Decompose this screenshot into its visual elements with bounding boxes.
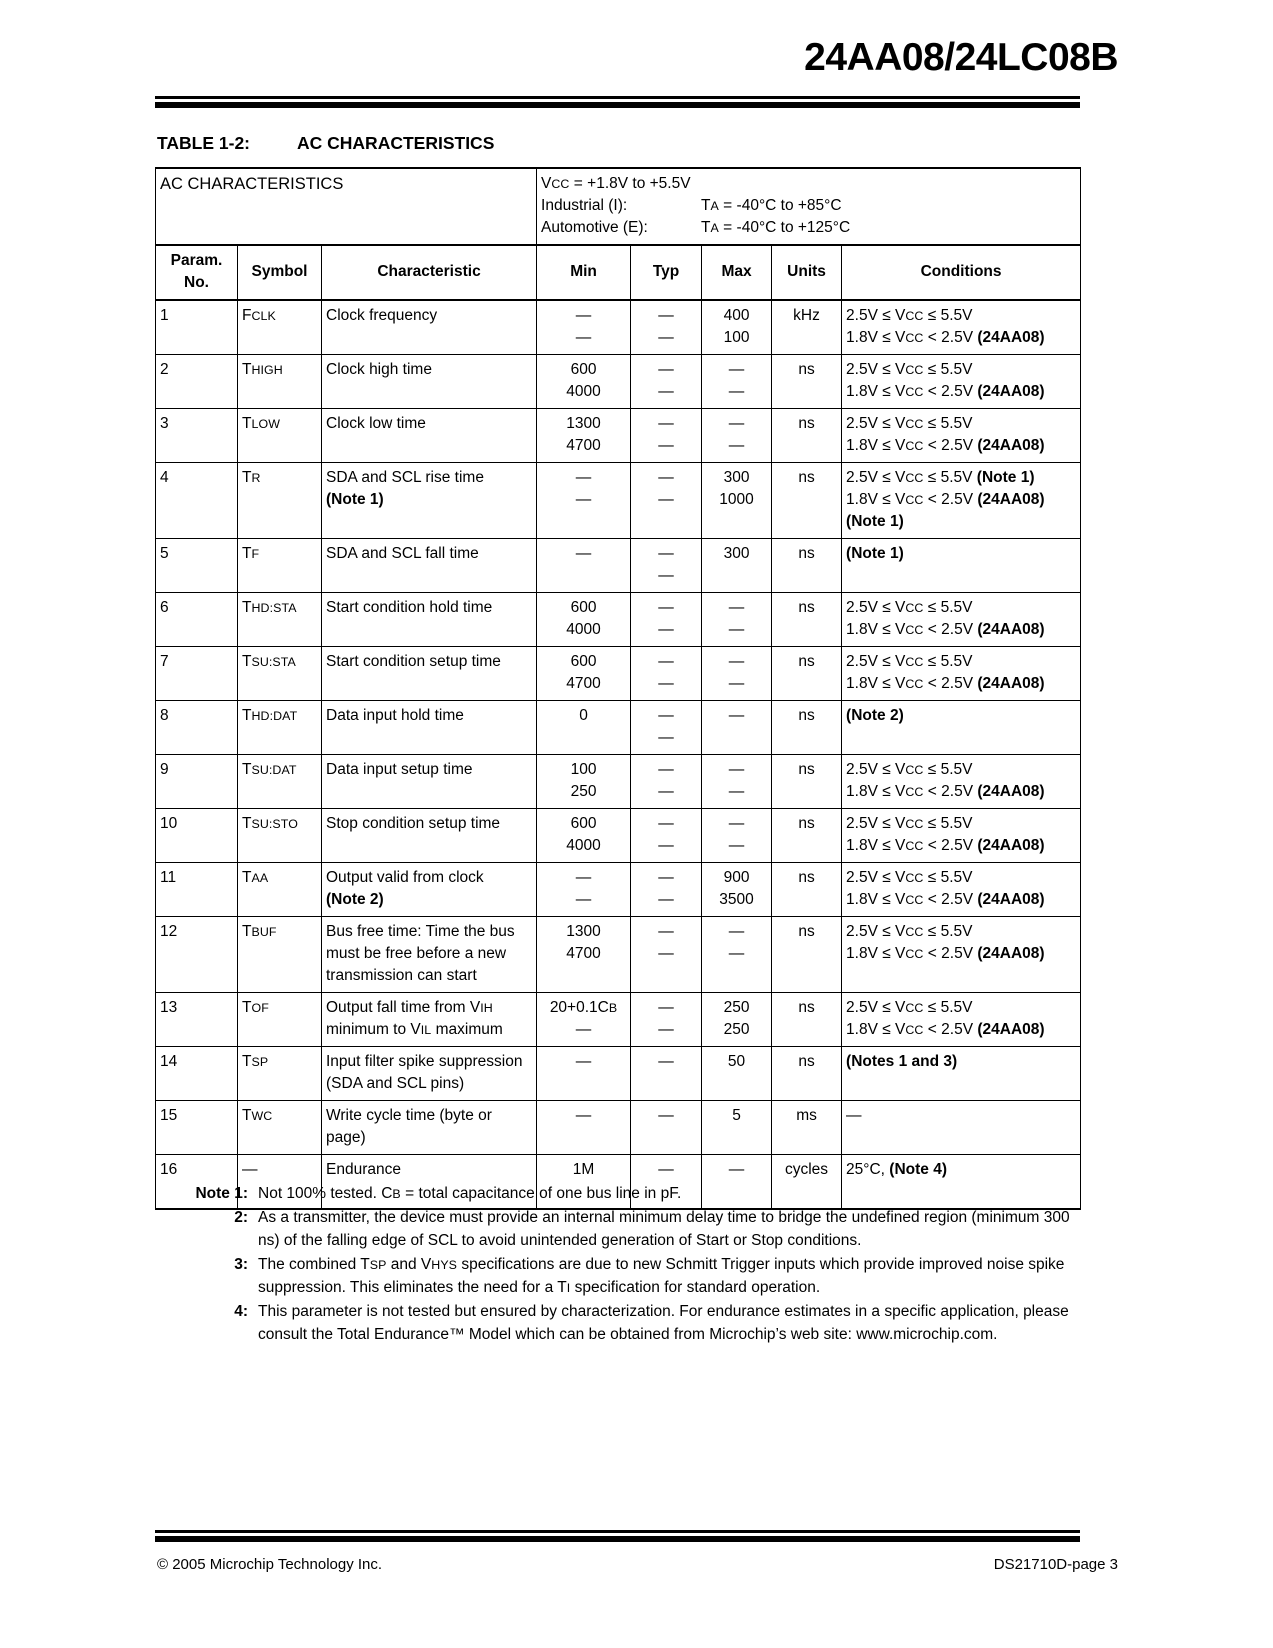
cell-units: ns	[772, 755, 842, 809]
cell-units: ns	[772, 993, 842, 1047]
cell-conditions: 2.5V ≤ VCC ≤ 5.5V 1.8V ≤ VCC < 2.5V (24AA08)	[842, 647, 1081, 701]
note-number: 3:	[234, 1256, 248, 1274]
note-item	[160, 1183, 1090, 1205]
cell-characteristic: Clock frequency	[322, 300, 537, 355]
cell-symbol: TOF	[238, 993, 322, 1047]
cell-max: 900 3500	[702, 863, 772, 917]
note-text: This parameter is not tested but ensured by characterization. For endurance estimates in a specific application, please consult the Total Endurance™ Model which can be obtained from Microchip’s web site: www.microchip.com.	[258, 1303, 1069, 1343]
cell-symbol: TSP	[238, 1047, 322, 1101]
column-header-symbol: Symbol	[238, 245, 322, 300]
cell-characteristic: SDA and SCL fall time	[322, 539, 537, 593]
table-title-band	[156, 168, 1081, 245]
table-caption-label: TABLE 1-2:	[157, 133, 251, 153]
cell-typ: — —	[631, 409, 702, 463]
column-header-min: Min	[537, 245, 631, 300]
cell-conditions: —	[842, 1101, 1081, 1155]
cell-units: ns	[772, 539, 842, 593]
cell-symbol: THD:DAT	[238, 701, 322, 755]
cell-max: — —	[702, 809, 772, 863]
band-condition-line: Automotive (E): TA = -40°C to +125°C	[541, 219, 851, 236]
cell-symbol: —	[238, 1155, 322, 1210]
cell-typ: — —	[631, 300, 702, 355]
cell-max: 250 250	[702, 993, 772, 1047]
cell-max: —	[702, 701, 772, 755]
cell-conditions: (Notes 1 and 3)	[842, 1047, 1081, 1101]
cell-units: ns	[772, 863, 842, 917]
cell-typ: — —	[631, 647, 702, 701]
table-row	[156, 863, 1081, 917]
cell-units: ns	[772, 593, 842, 647]
cell-min: 1300 4700	[537, 917, 631, 993]
cell-conditions: 2.5V ≤ VCC ≤ 5.5V 1.8V ≤ VCC < 2.5V (24AA08)	[842, 809, 1081, 863]
table-row	[156, 593, 1081, 647]
cell-conditions: 2.5V ≤ VCC ≤ 5.5V 1.8V ≤ VCC < 2.5V (24AA08)	[842, 593, 1081, 647]
cell-symbol: TR	[238, 463, 322, 539]
cell-min: —	[537, 1101, 631, 1155]
cell-characteristic: Clock low time	[322, 409, 537, 463]
cell-typ: — —	[631, 355, 702, 409]
cell-units: ns	[772, 463, 842, 539]
cell-max: — —	[702, 917, 772, 993]
cell-characteristic: Data input hold time	[322, 701, 537, 755]
cell-symbol: FCLK	[238, 300, 322, 355]
cell-min: — —	[537, 463, 631, 539]
table-row	[156, 1047, 1081, 1101]
note-number: 2:	[234, 1209, 248, 1227]
note-text: The combined TSP and VHYS specifications are due to new Schmitt Trigger inputs which provide improved noise spike suppression. This eliminates the need for a TI specification for standard operation.	[258, 1256, 1065, 1296]
cell-symbol: TBUF	[238, 917, 322, 993]
cell-typ: —	[631, 1047, 702, 1101]
cell-conditions: (Note 1)	[842, 539, 1081, 593]
table-row	[156, 755, 1081, 809]
cell-units: ns	[772, 809, 842, 863]
cell-symbol: TLOW	[238, 409, 322, 463]
cell-characteristic: Start condition hold time	[322, 593, 537, 647]
band-condition-line: Industrial (I): TA = -40°C to +85°C	[541, 197, 842, 214]
notes-block	[160, 1183, 1090, 1348]
column-header-param-no: Param. No.	[156, 245, 238, 300]
note-item	[160, 1254, 1090, 1299]
cell-param-no: 15	[156, 1101, 238, 1155]
cell-typ: — —	[631, 863, 702, 917]
cell-typ: —	[631, 1155, 702, 1210]
band-condition-line: VCC = +1.8V to +5.5V	[541, 175, 691, 192]
column-header-units: Units	[772, 245, 842, 300]
band-conditions	[537, 168, 1081, 245]
cell-characteristic: Clock high time	[322, 355, 537, 409]
footer-copyright: © 2005 Microchip Technology Inc.	[157, 1556, 383, 1573]
cell-param-no: 1	[156, 300, 238, 355]
cell-max: —	[702, 1155, 772, 1210]
cell-max: 300	[702, 539, 772, 593]
band-title: AC CHARACTERISTICS	[156, 168, 537, 245]
cell-max: — —	[702, 647, 772, 701]
cell-param-no: 4	[156, 463, 238, 539]
cell-param-no: 10	[156, 809, 238, 863]
table-caption-text: AC CHARACTERISTICS	[297, 133, 495, 153]
cell-min: — —	[537, 300, 631, 355]
table-row	[156, 993, 1081, 1047]
cell-param-no: 2	[156, 355, 238, 409]
footer-rule	[155, 1530, 1080, 1542]
cell-characteristic: SDA and SCL rise time (Note 1)	[322, 463, 537, 539]
cell-units: ns	[772, 917, 842, 993]
cell-param-no: 14	[156, 1047, 238, 1101]
table-caption	[157, 133, 494, 154]
cell-min: —	[537, 1047, 631, 1101]
cell-min: 600 4000	[537, 355, 631, 409]
cell-conditions: 2.5V ≤ VCC ≤ 5.5V 1.8V ≤ VCC < 2.5V (24AA08)	[842, 355, 1081, 409]
cell-max: — —	[702, 755, 772, 809]
cell-symbol: TSU:STO	[238, 809, 322, 863]
cell-typ: — —	[631, 755, 702, 809]
cell-max: 5	[702, 1101, 772, 1155]
table-header-row	[156, 245, 1081, 300]
cell-symbol: TSU:STA	[238, 647, 322, 701]
cell-param-no: 16	[156, 1155, 238, 1210]
cell-conditions: 2.5V ≤ VCC ≤ 5.5V 1.8V ≤ VCC < 2.5V (24AA08)	[842, 863, 1081, 917]
cell-conditions: (Note 2)	[842, 701, 1081, 755]
cell-param-no: 6	[156, 593, 238, 647]
cell-param-no: 3	[156, 409, 238, 463]
cell-min: 600 4000	[537, 809, 631, 863]
cell-param-no: 13	[156, 993, 238, 1047]
cell-symbol: THD:STA	[238, 593, 322, 647]
cell-characteristic: Stop condition setup time	[322, 809, 537, 863]
table-row	[156, 409, 1081, 463]
column-header-max: Max	[702, 245, 772, 300]
cell-units: cycles	[772, 1155, 842, 1210]
cell-typ: — —	[631, 809, 702, 863]
cell-characteristic: Write cycle time (byte or page)	[322, 1101, 537, 1155]
cell-conditions: 2.5V ≤ VCC ≤ 5.5V 1.8V ≤ VCC < 2.5V (24AA08)	[842, 917, 1081, 993]
cell-min: 600 4700	[537, 647, 631, 701]
cell-symbol: TF	[238, 539, 322, 593]
footer-page-number: DS21710D-page 3	[993, 1556, 1118, 1573]
cell-max: — —	[702, 355, 772, 409]
cell-symbol: TAA	[238, 863, 322, 917]
cell-characteristic: Input filter spike suppression (SDA and SCL pins)	[322, 1047, 537, 1101]
note-text: Not 100% tested. CB = total capacitance of one bus line in pF.	[258, 1185, 682, 1202]
cell-symbol: TWC	[238, 1101, 322, 1155]
cell-min: — —	[537, 863, 631, 917]
cell-characteristic: Endurance	[322, 1155, 537, 1210]
note-text: As a transmitter, the device must provide an internal minimum delay time to bridge the undefined region (minimum 300 ns) of the falling edge of SCL to avoid unintended generation of Start or Stop conditions.	[258, 1209, 1070, 1249]
cell-typ: — —	[631, 539, 702, 593]
cell-conditions: 2.5V ≤ VCC ≤ 5.5V (Note 1) 1.8V ≤ VCC < 2.5V (24AA08) (Note 1)	[842, 463, 1081, 539]
cell-typ: — —	[631, 463, 702, 539]
cell-param-no: 7	[156, 647, 238, 701]
cell-units: ns	[772, 647, 842, 701]
cell-min: 20+0.1CB —	[537, 993, 631, 1047]
cell-characteristic: Bus free time: Time the bus must be free before a new transmission can start	[322, 917, 537, 993]
cell-min: 100 250	[537, 755, 631, 809]
note-item	[160, 1301, 1090, 1346]
cell-typ: — —	[631, 993, 702, 1047]
page-title: 24AA08/24LC08B	[804, 36, 1118, 79]
cell-max: — —	[702, 593, 772, 647]
cell-characteristic: Start condition setup time	[322, 647, 537, 701]
table-row	[156, 809, 1081, 863]
table-row	[156, 647, 1081, 701]
header-rule	[155, 96, 1080, 108]
column-header-typ: Typ	[631, 245, 702, 300]
column-header-characteristic: Characteristic	[322, 245, 537, 300]
note-item	[160, 1207, 1090, 1252]
cell-min: 1M	[537, 1155, 631, 1210]
ac-characteristics-table	[155, 167, 1081, 1210]
cell-param-no: 12	[156, 917, 238, 993]
cell-max: 400 100	[702, 300, 772, 355]
cell-symbol: TSU:DAT	[238, 755, 322, 809]
cell-conditions: 2.5V ≤ VCC ≤ 5.5V 1.8V ≤ VCC < 2.5V (24AA08)	[842, 409, 1081, 463]
cell-units: kHz	[772, 300, 842, 355]
cell-characteristic: Output fall time from VIH minimum to VIL maximum	[322, 993, 537, 1047]
table-row	[156, 355, 1081, 409]
table-row	[156, 701, 1081, 755]
cell-typ: — —	[631, 701, 702, 755]
cell-units: ns	[772, 1047, 842, 1101]
cell-characteristic: Output valid from clock (Note 2)	[322, 863, 537, 917]
cell-min: 1300 4700	[537, 409, 631, 463]
cell-typ: —	[631, 1101, 702, 1155]
cell-typ: — —	[631, 593, 702, 647]
note-number: Note 1:	[195, 1185, 248, 1202]
cell-conditions: 2.5V ≤ VCC ≤ 5.5V 1.8V ≤ VCC < 2.5V (24AA08)	[842, 300, 1081, 355]
cell-conditions: 25°C, (Note 4)	[842, 1155, 1081, 1210]
cell-symbol: THIGH	[238, 355, 322, 409]
cell-max: 300 1000	[702, 463, 772, 539]
cell-max: 50	[702, 1047, 772, 1101]
cell-param-no: 11	[156, 863, 238, 917]
column-header-conditions: Conditions	[842, 245, 1081, 300]
cell-param-no: 5	[156, 539, 238, 593]
cell-min: 0	[537, 701, 631, 755]
cell-conditions: 2.5V ≤ VCC ≤ 5.5V 1.8V ≤ VCC < 2.5V (24AA08)	[842, 755, 1081, 809]
cell-max: — —	[702, 409, 772, 463]
table-row	[156, 917, 1081, 993]
table-row	[156, 300, 1081, 355]
cell-units: ns	[772, 409, 842, 463]
cell-param-no: 9	[156, 755, 238, 809]
cell-units: ns	[772, 701, 842, 755]
cell-typ: — —	[631, 917, 702, 993]
note-number: 4:	[234, 1303, 248, 1321]
cell-units: ns	[772, 355, 842, 409]
cell-param-no: 8	[156, 701, 238, 755]
table-row	[156, 539, 1081, 593]
cell-min: 600 4000	[537, 593, 631, 647]
table-row	[156, 1101, 1081, 1155]
cell-min: —	[537, 539, 631, 593]
table-row	[156, 463, 1081, 539]
cell-units: ms	[772, 1101, 842, 1155]
cell-conditions: 2.5V ≤ VCC ≤ 5.5V 1.8V ≤ VCC < 2.5V (24AA08)	[842, 993, 1081, 1047]
cell-characteristic: Data input setup time	[322, 755, 537, 809]
